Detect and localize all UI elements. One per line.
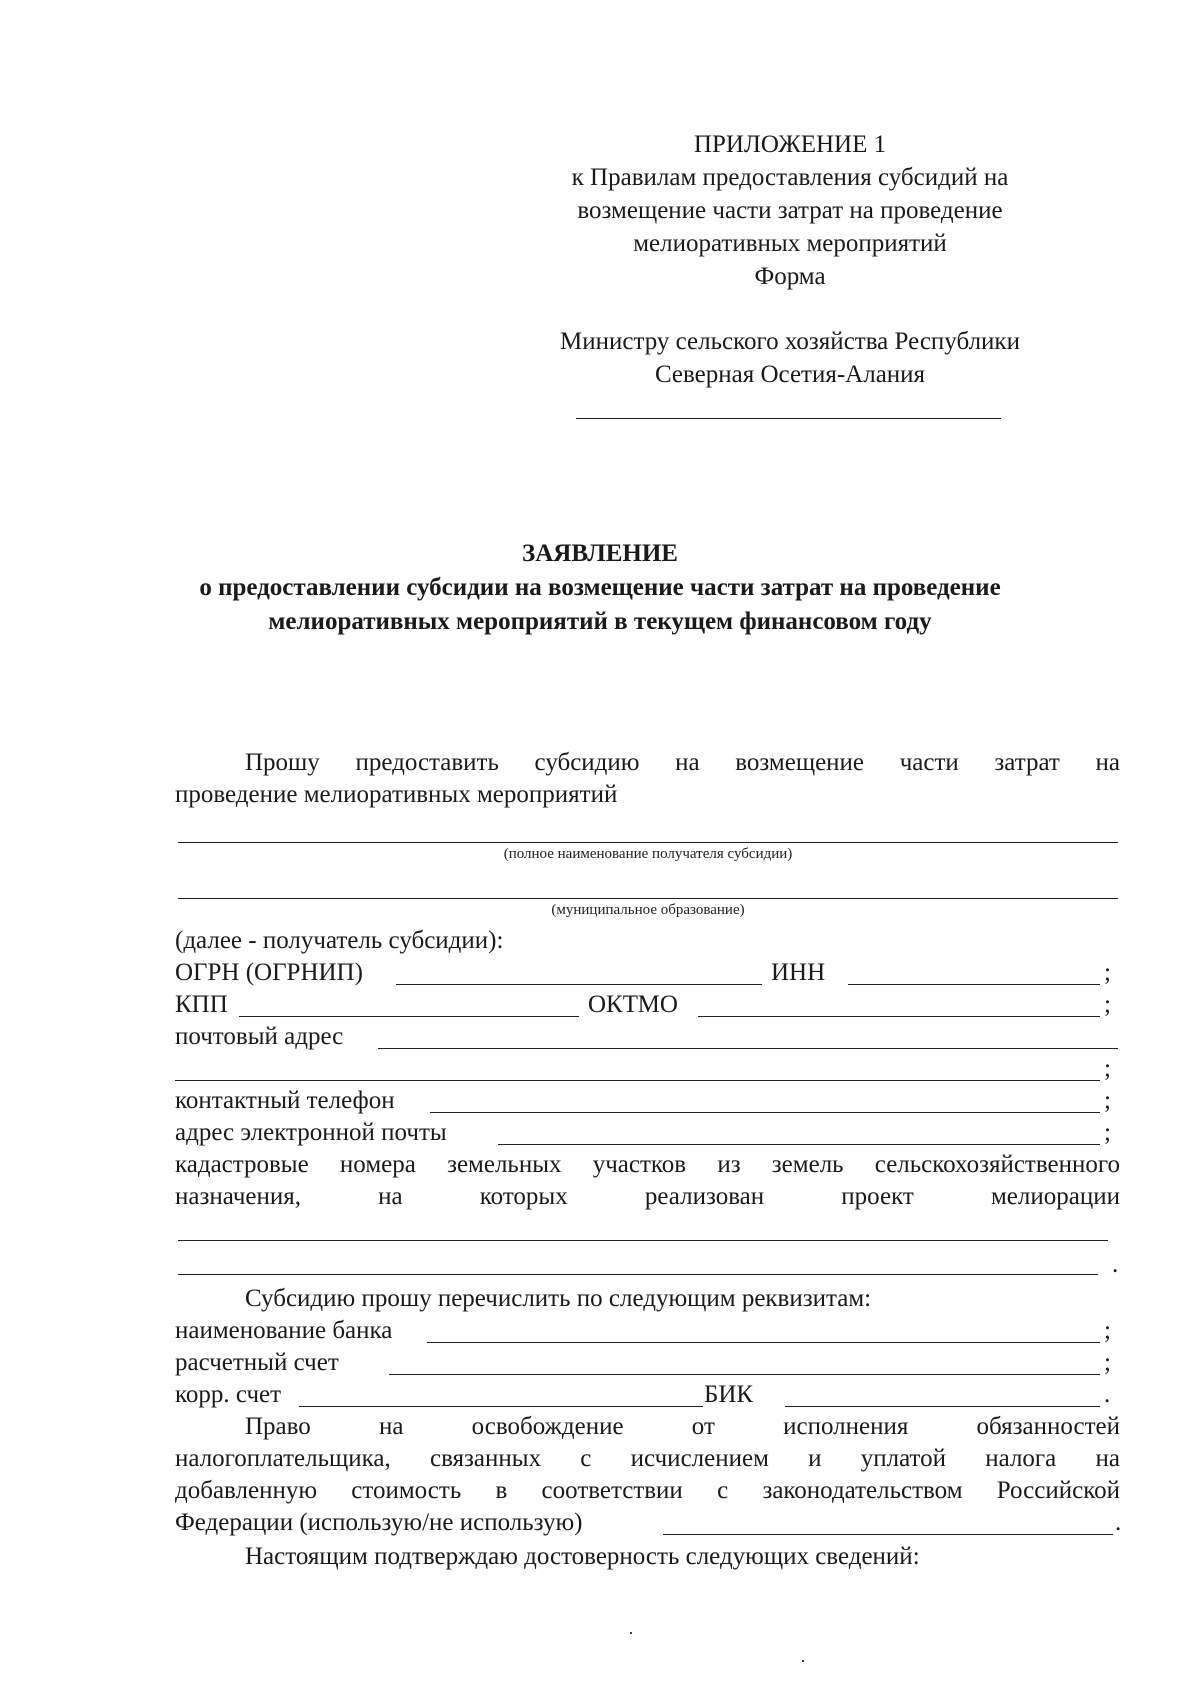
- semicolon: ;: [1104, 1087, 1111, 1114]
- addressee-blank-line[interactable]: [576, 418, 1001, 419]
- scan-speck: [802, 1660, 804, 1662]
- cadastral-field-1[interactable]: [178, 1240, 1108, 1241]
- cadastral-line-1: кадастровые номера земельных участков из земель сельскохозяйственного: [175, 1151, 1120, 1178]
- vat-line-3: добавленную стоимость в соответствии с законодательством Российской: [175, 1477, 1120, 1504]
- vat-field[interactable]: [663, 1534, 1113, 1535]
- semicolon: ;: [1104, 1317, 1111, 1344]
- semicolon: ;: [1104, 1119, 1111, 1146]
- cadastral-line-2: назначения, на которых реализован проект мелиорации: [175, 1183, 1120, 1210]
- period: .: [1115, 1509, 1122, 1536]
- corr-label: корр. счет: [175, 1381, 282, 1408]
- appendix-line-2: возмещение части затрат на проведение: [577, 197, 1003, 224]
- addressee-line-1: Министру сельского хозяйства Республики: [560, 328, 1020, 355]
- oktmo-field[interactable]: [698, 1016, 1100, 1017]
- email-field[interactable]: [498, 1144, 1100, 1145]
- document-title: ЗАЯВЛЕНИЕ: [522, 540, 678, 567]
- confirm-text: Настоящим подтверждаю достоверность следующих сведений:: [245, 1543, 920, 1570]
- account-field[interactable]: [389, 1374, 1100, 1375]
- phone-label: контактный телефон: [175, 1087, 395, 1114]
- semicolon: ;: [1104, 959, 1111, 986]
- addressee-line-2: Северная Осетия-Алания: [654, 361, 926, 388]
- vat-line-1: Право на освобождение от исполнения обязанностей: [245, 1413, 1120, 1440]
- kpp-label: КПП: [175, 991, 228, 1018]
- oktmo-label: ОКТМО: [588, 991, 678, 1018]
- municipal-caption: (муниципальное образование): [551, 902, 745, 918]
- hereinafter-text: (далее - получатель субсидии):: [175, 927, 504, 954]
- postal-field-2[interactable]: [175, 1080, 1100, 1081]
- document-subtitle-2: мелиоративных мероприятий в текущем финансовом году: [268, 608, 932, 635]
- appendix-label: ПРИЛОЖЕНИЕ 1: [693, 131, 887, 158]
- municipal-field[interactable]: [178, 898, 1118, 899]
- document-subtitle-1: о предоставлении субсидии на возмещение части затрат на проведение: [199, 574, 1001, 601]
- inn-field[interactable]: [848, 984, 1100, 985]
- kpp-field[interactable]: [239, 1016, 579, 1017]
- ogrn-label: ОГРН (ОГРНИП): [175, 959, 363, 986]
- appendix-line-3: мелиоративных мероприятий: [633, 230, 947, 257]
- ogrn-field[interactable]: [396, 984, 762, 985]
- bank-intro: Субсидию прошу перечислить по следующим реквизитам:: [245, 1285, 872, 1312]
- account-label: расчетный счет: [175, 1349, 339, 1376]
- semicolon: ;: [1104, 1349, 1111, 1376]
- recipient-name-caption: (полное наименование получателя субсидии): [503, 846, 793, 862]
- corr-field[interactable]: [299, 1406, 703, 1407]
- inn-label: ИНН: [771, 959, 826, 986]
- postal-label: почтовый адрес: [175, 1023, 344, 1050]
- period: .: [1112, 1251, 1119, 1278]
- semicolon: ;: [1104, 1055, 1111, 1082]
- cadastral-field-2[interactable]: [178, 1274, 1098, 1275]
- request-line-1: Прошу предоставить субсидию на возмещение части затрат на: [245, 749, 1120, 776]
- appendix-line-1: к Правилам предоставления субсидий на: [571, 164, 1009, 191]
- bik-field[interactable]: [785, 1406, 1100, 1407]
- vat-line-4: Федерации (использую/не использую): [175, 1509, 583, 1536]
- email-label: адрес электронной почты: [175, 1119, 447, 1146]
- form-label: Форма: [754, 263, 826, 290]
- period: .: [1104, 1381, 1111, 1408]
- semicolon: ;: [1104, 991, 1111, 1018]
- bik-label: БИК: [704, 1381, 754, 1408]
- vat-line-2: налогоплательщика, связанных с исчислением и уплатой налога на: [175, 1445, 1120, 1472]
- scan-speck: [630, 1632, 632, 1634]
- phone-field[interactable]: [430, 1112, 1100, 1113]
- postal-field[interactable]: [378, 1048, 1118, 1049]
- request-line-2: проведение мелиоративных мероприятий: [175, 781, 618, 808]
- recipient-name-field[interactable]: [178, 842, 1118, 843]
- bank-name-field[interactable]: [427, 1342, 1100, 1343]
- bank-name-label: наименование банка: [175, 1317, 393, 1344]
